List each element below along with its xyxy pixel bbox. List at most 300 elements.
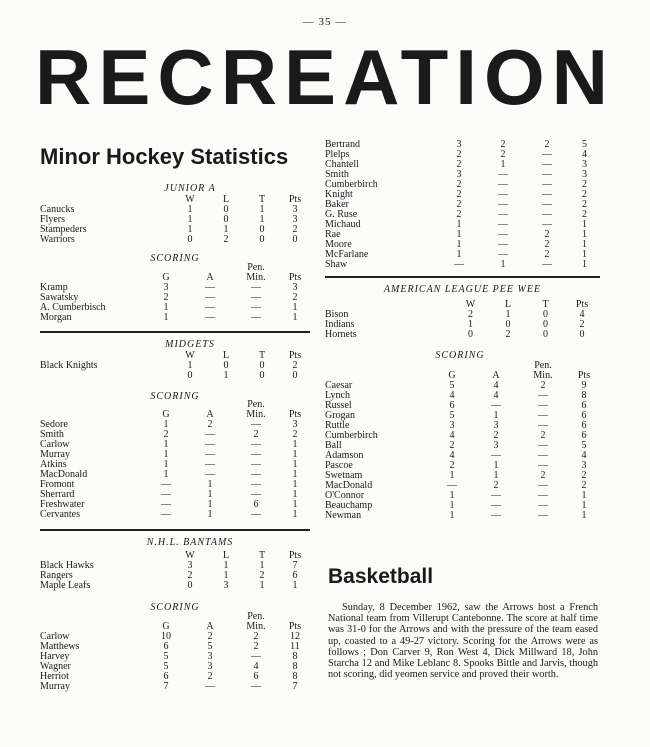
stat-cell: 1 — [259, 214, 265, 225]
header-blank — [40, 612, 144, 632]
stat-cell: 1 — [163, 469, 169, 480]
column-header: T — [258, 350, 266, 361]
bantams-label: N.H.L. BANTAMS — [146, 537, 234, 548]
stat-cell: — — [538, 390, 548, 401]
stat-cell: — — [205, 459, 215, 470]
name-cell: Cumberbirch — [325, 430, 378, 441]
table-row — [325, 481, 600, 491]
stat-cell: 1 — [500, 159, 506, 170]
table-row — [325, 330, 600, 340]
column-header: Pts — [288, 550, 302, 561]
stat-cell: — — [251, 459, 261, 470]
junior-a-scoring-label: SCORING — [150, 253, 200, 264]
stat-cell: 7 — [163, 681, 169, 692]
stat-cell: — — [538, 490, 548, 501]
stat-cell: 2 — [544, 249, 550, 260]
column-header: T — [258, 550, 266, 561]
name-cell: Knight — [325, 189, 353, 200]
table-row — [325, 180, 600, 190]
name-cell: Murray — [40, 681, 70, 692]
stat-cell: — — [542, 199, 552, 210]
stat-cell: 6 — [449, 400, 455, 411]
stat-cell: 1 — [292, 499, 298, 510]
name-cell: Michaud — [325, 219, 361, 230]
name-cell: Warriors — [40, 234, 75, 245]
stat-cell: 3 — [449, 420, 455, 431]
name-cell: Sherrard — [40, 489, 75, 500]
name-cell: MacDonald — [40, 469, 88, 480]
table-row — [40, 283, 310, 293]
stat-cell: 2 — [579, 319, 585, 330]
stat-cell: 2 — [449, 440, 455, 451]
stat-cell: 3 — [163, 282, 169, 293]
stat-cell: — — [205, 429, 215, 440]
junior-a-scoring — [40, 263, 310, 323]
stat-cell: 1 — [581, 490, 587, 501]
table-row — [40, 430, 310, 440]
stat-cell: — — [205, 449, 215, 460]
column-header: Pen. Min. — [246, 399, 266, 420]
stat-cell: 1 — [223, 224, 229, 235]
name-cell: O'Connor — [325, 490, 365, 501]
stat-cell: 2 — [582, 199, 587, 210]
stat-cell: 4 — [449, 390, 455, 401]
stat-cell: 1 — [456, 249, 462, 260]
name-cell: Cervantes — [40, 509, 80, 520]
name-cell: Pascoe — [325, 460, 353, 471]
stat-cell: — — [498, 179, 508, 190]
stat-cell: 4 — [449, 450, 455, 461]
stat-cell: 3 — [493, 420, 499, 431]
stat-cell: 6 — [253, 499, 259, 510]
stat-cell: 1 — [207, 489, 213, 500]
stat-cell: — — [542, 149, 552, 160]
name-cell: Bison — [325, 309, 349, 320]
stat-cell: — — [542, 219, 552, 230]
midgets-label: MIDGETS — [165, 339, 215, 350]
table-row — [325, 190, 600, 200]
stat-cell: 1 — [449, 490, 455, 501]
stat-cell: 1 — [582, 239, 587, 250]
stat-cell: 2 — [259, 570, 265, 581]
table-row — [40, 682, 310, 692]
stat-cell: — — [498, 229, 508, 240]
continued-scoring — [325, 140, 600, 270]
stat-cell: — — [454, 259, 464, 270]
stat-cell: — — [498, 249, 508, 260]
stat-cell: 4 — [582, 149, 587, 160]
section-divider — [40, 529, 310, 531]
column-header: L — [222, 194, 230, 205]
stat-cell: 1 — [259, 204, 265, 215]
stat-cell: — — [251, 312, 261, 323]
stat-cell: 1 — [163, 459, 169, 470]
midgets-standings — [40, 351, 310, 381]
name-cell: Ball — [325, 440, 342, 451]
stat-cell: 1 — [187, 214, 193, 225]
stat-cell: 1 — [468, 319, 473, 330]
stat-cell: 0 — [259, 234, 265, 245]
column-header: Pts — [288, 272, 302, 283]
name-cell: Cumberbirch — [325, 179, 378, 190]
stat-cell: 2 — [582, 189, 587, 200]
stat-cell: — — [491, 500, 501, 511]
stat-cell: 2 — [292, 292, 298, 303]
stat-cell: 0 — [187, 580, 193, 591]
stat-cell: — — [542, 209, 552, 220]
stat-cell: — — [538, 440, 548, 451]
stat-cell: 3 — [292, 282, 298, 293]
table-row — [325, 401, 600, 411]
column-header: W — [185, 350, 195, 361]
stat-cell: 0 — [543, 319, 548, 330]
stat-cell: 8 — [581, 390, 587, 401]
stat-cell: — — [251, 282, 261, 293]
stat-cell: — — [161, 509, 171, 520]
column-header: Pts — [288, 194, 302, 205]
table-row — [325, 160, 600, 170]
name-cell: Newman — [325, 510, 362, 521]
column-header: W — [185, 550, 195, 561]
table-row — [325, 511, 600, 521]
stat-cell: 1 — [582, 249, 587, 260]
name-cell: Baker — [325, 199, 349, 210]
stat-cell: 3 — [187, 560, 193, 571]
midgets-scoring-label: SCORING — [150, 391, 200, 402]
table-header-row — [325, 361, 600, 381]
table-row — [40, 440, 310, 450]
stat-cell: — — [251, 439, 261, 450]
stat-cell: — — [251, 681, 261, 692]
stat-cell: 1 — [207, 479, 213, 490]
column-header: L — [504, 299, 512, 310]
table-row — [325, 230, 600, 240]
column-header: G — [448, 370, 456, 381]
stat-cell: 1 — [223, 370, 229, 381]
stat-cell: 1 — [163, 449, 169, 460]
table-header-row — [40, 263, 310, 283]
stat-cell: 5 — [581, 440, 587, 451]
stat-cell: 1 — [449, 500, 455, 511]
column-header: Pts — [288, 350, 302, 361]
stat-cell: 1 — [207, 509, 213, 520]
stat-cell: 1 — [292, 509, 298, 520]
stat-cell: 3 — [207, 651, 213, 662]
midgets-scoring — [40, 400, 310, 520]
bantams-scoring — [40, 612, 310, 692]
stat-cell: 1 — [456, 239, 462, 250]
stat-cell: 2 — [163, 292, 169, 303]
stat-cell: 0 — [223, 204, 229, 215]
stat-cell: 2 — [540, 470, 546, 481]
stat-cell: 2 — [163, 429, 169, 440]
stat-cell: — — [251, 302, 261, 313]
pee-wee-label: AMERICAN LEAGUE PEE WEE — [383, 284, 542, 295]
page-number: — 35 — — [302, 16, 348, 28]
stat-cell: — — [251, 449, 261, 460]
stat-cell: — — [542, 189, 552, 200]
stat-cell: — — [251, 489, 261, 500]
stat-cell: 1 — [493, 460, 499, 471]
stat-cell: 1 — [292, 469, 298, 480]
header-blank — [325, 361, 430, 381]
name-cell: Hornets — [325, 329, 357, 340]
section-divider — [40, 331, 310, 333]
name-cell: Indians — [325, 319, 355, 330]
column-header: Pen. Min. — [246, 611, 266, 632]
stat-cell: 4 — [253, 661, 259, 672]
stat-cell: 1 — [582, 229, 587, 240]
stat-cell: 0 — [292, 234, 298, 245]
table-row — [325, 260, 600, 270]
stat-cell: 0 — [223, 214, 229, 225]
stat-cell: 2 — [493, 430, 499, 441]
stat-cell: 5 — [582, 139, 587, 150]
stat-cell: 6 — [581, 410, 587, 421]
stat-cell: 1 — [187, 360, 193, 371]
stat-cell: 2 — [500, 149, 506, 160]
table-row — [325, 210, 600, 220]
stat-cell: 1 — [493, 470, 499, 481]
name-cell: Beauchamp — [325, 500, 373, 511]
name-cell: G. Ruse — [325, 209, 358, 220]
stat-cell: 4 — [579, 309, 585, 320]
minor-hockey-heading: Minor Hockey Statistics — [40, 144, 289, 169]
stat-cell: 8 — [292, 651, 298, 662]
name-cell: Rangers — [40, 570, 73, 581]
name-cell: Caesar — [325, 380, 353, 391]
name-cell: Bertrand — [325, 139, 360, 150]
stat-cell: 4 — [581, 450, 587, 461]
stat-cell: 2 — [582, 209, 587, 220]
stat-cell: 5 — [163, 661, 169, 672]
stat-cell: — — [542, 159, 552, 170]
stat-cell: 7 — [292, 560, 298, 571]
stat-cell: 10 — [161, 631, 171, 642]
stat-cell: 1 — [449, 470, 455, 481]
table-row — [325, 220, 600, 230]
column-header: G — [162, 409, 170, 420]
table-header-row — [325, 300, 600, 310]
bantams-standings — [40, 551, 310, 591]
table-row — [40, 225, 310, 235]
table-row — [325, 461, 600, 471]
stat-cell: 0 — [259, 224, 265, 235]
stat-cell: 0 — [187, 234, 193, 245]
table-row — [40, 235, 310, 245]
stat-cell: 2 — [544, 239, 550, 250]
stat-cell: 2 — [207, 419, 213, 430]
table-row — [40, 632, 310, 642]
column-header: Pts — [288, 409, 302, 420]
stat-cell: — — [538, 450, 548, 461]
table-row — [40, 662, 310, 672]
stat-cell: 3 — [223, 580, 229, 591]
name-cell: Carlow — [40, 631, 70, 642]
stat-cell: 6 — [581, 420, 587, 431]
stat-cell: 1 — [456, 229, 462, 240]
stat-cell: — — [251, 479, 261, 490]
stat-cell: 1 — [581, 510, 587, 521]
stat-cell: 0 — [505, 319, 511, 330]
name-cell: Herriot — [40, 671, 69, 682]
stat-cell: 9 — [581, 380, 587, 391]
stat-cell: — — [498, 169, 508, 180]
column-header: T — [542, 299, 549, 310]
stat-cell: — — [205, 681, 215, 692]
table-row — [40, 510, 310, 520]
stat-cell: 2 — [456, 179, 462, 190]
table-row — [325, 150, 600, 160]
name-cell: Chantell — [325, 159, 359, 170]
stat-cell: 0 — [543, 329, 548, 340]
stat-cell: 2 — [292, 429, 298, 440]
name-cell: Sedore — [40, 419, 68, 430]
table-row — [40, 561, 310, 571]
stat-cell: 1 — [187, 224, 193, 235]
table-row — [40, 205, 310, 215]
stat-cell: — — [205, 469, 215, 480]
stat-cell: — — [491, 400, 501, 411]
name-cell: Smith — [325, 169, 349, 180]
bantams-scoring-label: SCORING — [150, 602, 200, 613]
stat-cell: 2 — [207, 671, 213, 682]
stat-cell: — — [205, 292, 215, 303]
stat-cell: — — [498, 199, 508, 210]
stat-cell: — — [538, 400, 548, 411]
stat-cell: 2 — [456, 199, 462, 210]
stat-cell: 6 — [163, 641, 169, 652]
stat-cell: — — [251, 419, 261, 430]
name-cell: Rae — [325, 229, 341, 240]
stat-cell: — — [251, 509, 261, 520]
table-row — [40, 652, 310, 662]
stat-cell: 2 — [456, 159, 462, 170]
name-cell: Lynch — [325, 390, 350, 401]
table-row — [40, 361, 310, 371]
column-header: L — [222, 550, 230, 561]
table-row — [40, 420, 310, 430]
stat-cell: 2 — [292, 360, 298, 371]
table-row — [40, 313, 310, 323]
stat-cell: 0 — [259, 370, 265, 381]
pee-wee-standings — [325, 300, 600, 340]
stat-cell: 8 — [292, 671, 298, 682]
stat-cell: — — [498, 209, 508, 220]
stat-cell: 2 — [187, 570, 193, 581]
stat-cell: — — [205, 282, 215, 293]
header-blank — [40, 263, 144, 283]
stat-cell: 2 — [292, 224, 298, 235]
table-row — [40, 470, 310, 480]
table-row — [325, 200, 600, 210]
stat-cell: — — [161, 499, 171, 510]
stat-cell: — — [205, 302, 215, 313]
stat-cell: 2 — [253, 641, 259, 652]
stat-cell: 2 — [540, 430, 546, 441]
stat-cell: 1 — [456, 219, 462, 230]
stat-cell: 3 — [292, 214, 298, 225]
stat-cell: 0 — [579, 329, 585, 340]
stat-cell: — — [161, 489, 171, 500]
stat-cell: 0 — [468, 329, 473, 340]
stat-cell: — — [491, 510, 501, 521]
name-cell: Harvey — [40, 651, 70, 662]
stat-cell: 7 — [292, 681, 298, 692]
stat-cell: 1 — [292, 580, 298, 591]
stat-cell: 0 — [259, 360, 265, 371]
stat-cell: — — [538, 410, 548, 421]
name-cell: Black Knights — [40, 360, 98, 371]
stat-cell: — — [491, 450, 501, 461]
stat-cell: 8 — [292, 661, 298, 672]
stat-cell: 3 — [581, 460, 587, 471]
name-cell: Flyers — [40, 214, 65, 225]
stat-cell: — — [538, 420, 548, 431]
stat-cell: 5 — [163, 651, 169, 662]
table-row — [40, 581, 310, 591]
column-header: Pts — [577, 370, 591, 381]
basketball-article: Sunday, 8 December 1962, saw the Arrows host a French National team from Villerupt Cantebonne. The score at half time was 31-0 for the Arrows and with the pressure of the team eased up, coasted to a 49-27 victory. Scoring for the Arrows were as follows ; Don Carver 9, Ron West 4, Dick Millward 18, John Starcha 12 and Mike Leblanc 8. Spooks Bittle and Jarvis, though not scoring, did yeomen service and proved their worth. — [328, 602, 598, 681]
stat-cell: — — [542, 179, 552, 190]
page-title: RECREATION — [35, 33, 615, 121]
header-blank — [40, 400, 144, 420]
name-cell: Wagner — [40, 661, 71, 672]
column-header: W — [185, 194, 195, 205]
stat-cell: — — [447, 480, 457, 491]
basketball-heading: Basketball — [328, 565, 434, 588]
table-row — [40, 303, 310, 313]
stat-cell: 1 — [163, 419, 169, 430]
table-row — [40, 480, 310, 490]
column-header: Pts — [288, 621, 302, 632]
name-cell: Carlow — [40, 439, 70, 450]
stat-cell: 3 — [456, 169, 462, 180]
stat-cell: 1 — [187, 204, 193, 215]
stat-cell: 1 — [292, 459, 298, 470]
name-cell: Canucks — [40, 204, 75, 215]
name-cell: Plelps — [325, 149, 350, 160]
stat-cell: 1 — [292, 449, 298, 460]
stat-cell: 2 — [581, 470, 587, 481]
name-cell: MacDonald — [325, 480, 373, 491]
name-cell: Maple Leafs — [40, 580, 91, 591]
name-cell: Shaw — [325, 259, 348, 270]
column-header: W — [465, 299, 476, 310]
stat-cell: 0 — [543, 309, 548, 320]
stat-cell: — — [161, 479, 171, 490]
table-header-row — [40, 195, 310, 205]
stat-cell: 3 — [292, 419, 298, 430]
table-row — [40, 642, 310, 652]
stat-cell: 3 — [292, 204, 298, 215]
stat-cell: 1 — [223, 570, 229, 581]
stat-cell: 2 — [223, 234, 229, 245]
name-cell: McFarlane — [325, 249, 369, 260]
stat-cell: — — [491, 490, 501, 501]
stat-cell: 6 — [581, 400, 587, 411]
stat-cell: 1 — [207, 499, 213, 510]
name-cell: Adamson — [325, 450, 364, 461]
table-row — [40, 371, 310, 381]
stat-cell: 4 — [449, 430, 455, 441]
stat-cell: — — [251, 292, 261, 303]
table-row — [325, 140, 600, 150]
table-header-row — [40, 400, 310, 420]
stat-cell: 4 — [493, 390, 499, 401]
column-header: G — [162, 272, 170, 283]
stat-cell: — — [538, 510, 548, 521]
